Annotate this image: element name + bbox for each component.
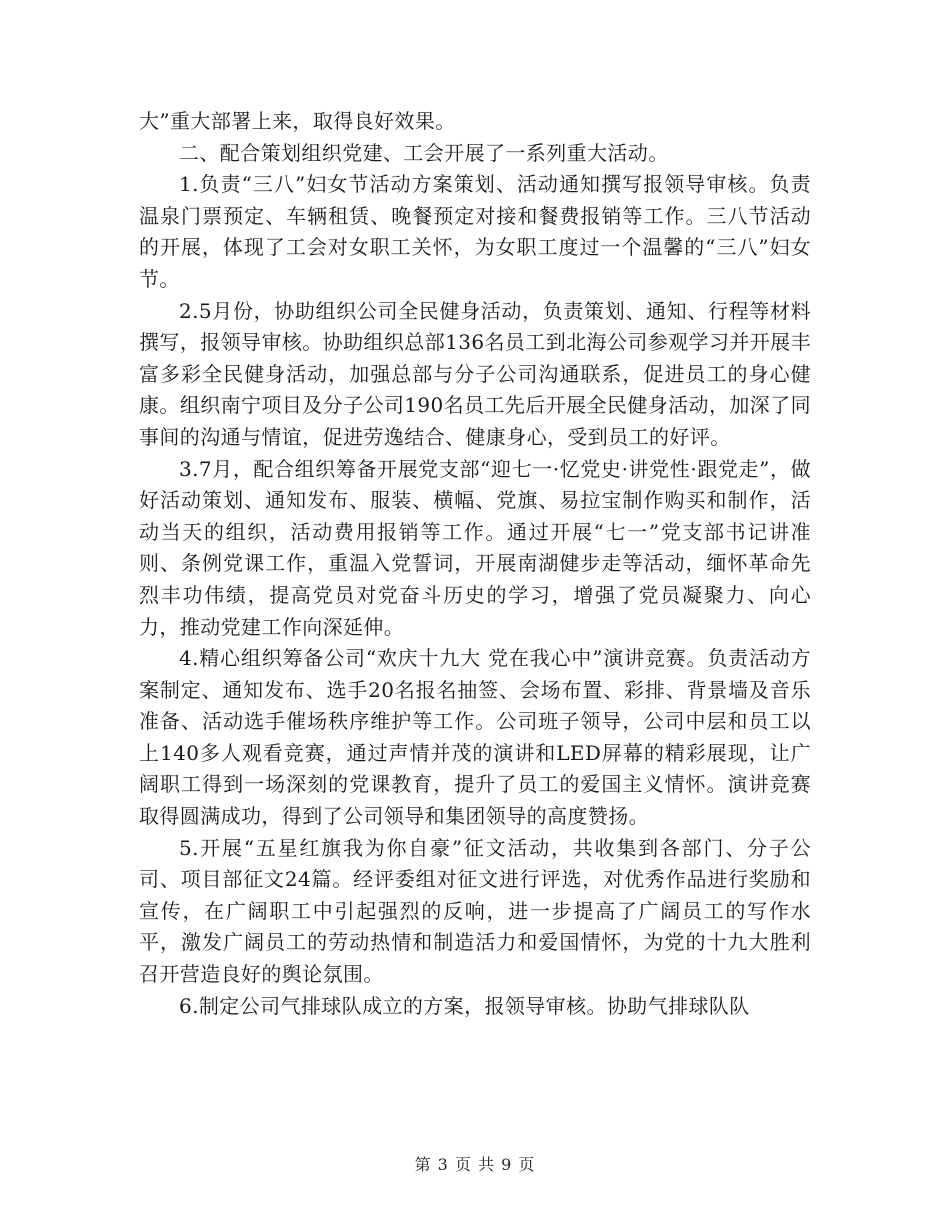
paragraph-item-6: 6.制定公司气排球队成立的方案，报领导审核。协助气排球队队: [179, 993, 750, 1018]
page-number-footer: 第 3 页 共 9 页: [414, 1155, 536, 1174]
paragraph-continuation: 大”重大部署上来，取得良好效果。: [139, 109, 456, 133]
paragraph-item-1: 1.负责“三八”妇女节活动方案策划、活动通知撰写报领导审核。负责温泉门票预定、车辆租赁、晚餐预定对接和餐费报销等工作。三八节活动的开展，体现了工会对女职工关怀，为女职工度过一个温馨的“三八”妇女节。: [139, 172, 811, 291]
paragraph-item-4: 4.精心组织筹备公司“欢庆十九大 党在我心中”演讲竞赛。负责活动方案制定、通知发布、选手20名报名抽签、会场布置、彩排、背景墙及音乐准备、活动选手催场秩序维护等工作。公司班子领导，公司中层和员工以上140多人观看竞赛，通过声情并茂的演讲和LED屏幕的精彩展现，让广阔职工得到一场深刻的党课教育，提升了员工的爱国主义情怀。演讲竞赛取得圆满成功，得到了公司领导和集团领导的高度赞扬。: [139, 646, 811, 829]
document-body: [139, 106, 811, 1022]
paragraph-item-3: 3.7月，配合组织筹备开展党支部“迎七一·忆党史·讲党性·跟党走”，做好活动策划、通知发布、服装、横幅、党旗、易拉宝制作购买和制作，活动当天的组织，活动费用报销等工作。通过开展“七一”党支部书记讲准则、条例党课工作，重温入党誓词，开展南湖健步走等活动，缅怀革命先烈丰功伟绩，提高党员对党奋斗历史的学习，增强了党员凝聚力、向心力，推动党建工作向深延伸。: [139, 456, 811, 639]
section-heading: 二、配合策划组织党建、工会开展了一系列重大活动。: [179, 140, 669, 165]
paragraph-item-2: 2.5月份，协助组织公司全民健身活动，负责策划、通知、行程等材料撰写，报领导审核。协助组织总部136名员工到北海公司参观学习并开展丰富多彩全民健身活动，加强总部与分子公司沟通联系，促进员工的身心健康。组织南宁项目及分子公司190名员工先后开展全民健身活动，加深了同事间的沟通与情谊，促进劳逸结合、健康身心，受到员工的好评。: [139, 298, 811, 449]
paragraph-item-5: 5.开展“五星红旗我为你自豪”征文活动，共收集到各部门、分子公司、项目部征文24篇。经评委组对征文进行评选，对优秀作品进行奖励和宣传，在广阔职工中引起强烈的反响，进一步提高了广阔员工的写作水平，激发广阔员工的劳动热情和制造活力和爱国情怀，为党的十九大胜利召开营造良好的舆论氛围。: [139, 835, 811, 987]
